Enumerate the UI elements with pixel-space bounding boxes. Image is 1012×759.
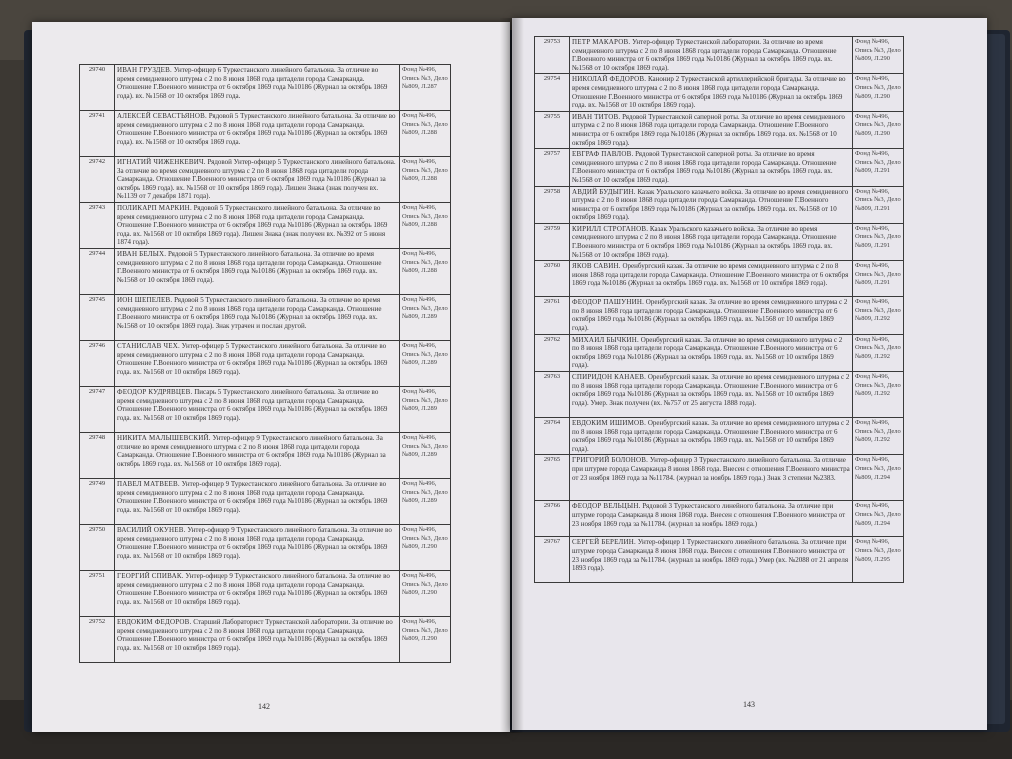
archive-reference: Фонд №496, Опись №3, Дело №809, Л.287 (400, 65, 451, 111)
record-number: 29745 (80, 295, 115, 341)
record-description (570, 372, 853, 418)
record-description (570, 418, 853, 455)
record-number: 29754 (535, 74, 570, 111)
person-name: ФЕОДОР КУДРЯВЦЕВ. (117, 388, 193, 396)
archive-reference: Фонд №496, Опись №3, Дело №809, Л.291 (853, 223, 904, 260)
record-number: 29749 (80, 479, 115, 525)
record-text: Оренбургский казак. За отличие во время семидневного штурма с 2 по 8 июня 1868 года цитадели города Самарканда. Отношение Г.Военного министра от 6 октября 1869 года №10186 (Журнал за октябрь 1869 года. вх. №1568 от 10 октября 1869 года). (572, 335, 843, 370)
record-number: 29751 (80, 571, 115, 617)
archive-reference: Фонд №496, Опись №3, Дело №809, Л.291 (853, 149, 904, 186)
archive-reference: Фонд №496, Опись №3, Дело №809, Л.292 (853, 334, 904, 371)
right-page (512, 18, 987, 730)
ledger-row (80, 617, 451, 663)
ledger-row (535, 334, 904, 371)
archive-reference: Фонд №496, Опись №3, Дело №809, Л.289 (400, 387, 451, 433)
record-description (570, 111, 853, 148)
ledger-row (535, 37, 904, 74)
record-description (115, 295, 400, 341)
record-description (570, 223, 853, 260)
record-description (570, 74, 853, 111)
left-ledger-table (79, 64, 451, 663)
person-name: ГЕОРГИЙ СПИВАК. (117, 572, 184, 580)
record-description (115, 387, 400, 433)
person-name: ИВАН БЕЛЫХ. (117, 250, 167, 258)
record-number: 29764 (535, 418, 570, 455)
record-text: Писарь 5 Туркестанского линейного батальона. За отличие во время семидневного штурма с 2 по 8 июня 1868 года цитадели города Самарканда. Отношение Г.Военного министра от 6 октября 1869 года №10186 (Журнал за октябрь 1869 года. вх. №1568 от 10 октября 1869 года). (117, 388, 388, 422)
archive-reference: Фонд №496, Опись №3, Дело №809, Л.295 (853, 537, 904, 583)
ledger-row (80, 387, 451, 433)
person-name: ИОН ШЕПЕЛЕВ. (117, 296, 173, 304)
ledger-row (535, 455, 904, 501)
archive-reference: Фонд №496, Опись №3, Дело №809, Л.290 (853, 37, 904, 74)
person-name: СПИРИДОН КАНАЕВ. (572, 373, 647, 381)
person-name: НИКИТА МАЛЫШЕВСКИЙ. (117, 434, 211, 442)
record-description (570, 334, 853, 371)
record-text: Казак Уральского казачьего войска. За отличие во время семидневного штурма с 2 по 8 июня 1868 года цитадели города Самарканда. Отношение Г.Военного министра от 6 октября 1869 года №10186 (Журнал за октябрь 1869 года. вх. №1568 от 10 октября 1869 года). (572, 224, 837, 259)
record-number: 29742 (80, 157, 115, 203)
person-name: НИКОЛАЙ ФЕДОРОВ. (572, 75, 647, 84)
record-number: 29743 (80, 203, 115, 249)
archive-reference: Фонд №496, Опись №3, Дело №809, Л.292 (853, 418, 904, 455)
ledger-row (535, 297, 904, 334)
person-name: ИВАН ГРУЗДЕВ. (117, 66, 172, 74)
person-name: МИХАИЛ БЫЧКИН. (572, 335, 639, 344)
record-description (570, 455, 853, 501)
left-page-number: 142 (258, 702, 270, 711)
ledger-row (535, 149, 904, 186)
record-text: Рядовой Туркестанской саперной роты. За отличие во время семидневного штурма с 2 по 8 июня 1868 года цитадели города Самарканда. Отношение Г.Военного министра от 6 октября 1869 года №10186 (Журнал за октябрь 1869 года. вх. №1568 от 10 октября 1869 года). (572, 112, 845, 147)
record-description (115, 479, 400, 525)
record-description (115, 203, 400, 249)
record-description (570, 37, 853, 74)
record-number: 29759 (535, 223, 570, 260)
record-description (115, 111, 400, 157)
archive-reference: Фонд №496, Опись №3, Дело №809, Л.290 (400, 525, 451, 571)
record-text: Унтер-офицер 9 Туркестанского линейного батальона. За отличие во время семидневного штурма с 2 по 8 июня 1868 года цитадели города Самарканда. Отношение Г.Военного министра от 6 октября 1869 года №10186 (Журнал за октябрь 1869 года. вх. №1568 от 10 октября 1869 года). (117, 526, 392, 560)
record-number: 29744 (80, 249, 115, 295)
ledger-row (80, 479, 451, 525)
ledger-row (80, 203, 451, 249)
person-name: ПАВЕЛ МАТВЕЕВ. (117, 480, 180, 488)
ledger-row (535, 537, 904, 583)
record-text: Оренбургский казак. За отличие во время семидневного штурма с 2 по 8 июня 1868 года цитадели города Самарканда. Отношение Г.Военного министра от 6 октября 1869 года №10186 (Журнал за октябрь 1869 года. вх. №1568 от 10 октября 1869 года). Умер. Знак получен (вх. №757 от 25 августа 1888 года). (572, 373, 850, 407)
record-number: 20760 (535, 261, 570, 297)
record-description (115, 617, 400, 663)
record-description (570, 537, 853, 583)
record-description (115, 525, 400, 571)
record-text: Рядовой 5 Туркестанского линейного батальона. За отличие во время семидневного штурма с 2 по 8 июня 1868 года цитадели города Самарканда. Отношение Г.Военного министра от 6 октября 1869 года №10186 (Журнал за октябрь 1869 года. вх. №1568 от 10 октября 1869 года). Лишен Знака (знак получен вх. №392 от 5 июня 1874 года). (117, 204, 388, 247)
record-number: 29741 (80, 111, 115, 157)
record-text: Казак Уральского казачьего войска. За отличие во время семидневного штурма с 2 по 8 июня 1868 года цитадели города Самарканда. Отношение Г.Военного министра от 6 октября 1869 года №10186 (Журнал за октябрь 1869 года. вх. №1568 от 10 октября 1869 года). (572, 187, 849, 222)
record-number: 29755 (535, 111, 570, 148)
record-number: 29762 (535, 334, 570, 371)
archive-reference: Фонд №496, Опись №3, Дело №809, Л.289 (400, 341, 451, 387)
archive-reference: Фонд №496, Опись №3, Дело №809, Л.288 (400, 249, 451, 295)
record-description (115, 65, 400, 111)
archive-reference: Фонд №496, Опись №3, Дело №809, Л.291 (853, 186, 904, 223)
ledger-row (535, 372, 904, 418)
archive-reference: Фонд №496, Опись №3, Дело №809, Л.290 (400, 617, 451, 663)
person-name: АЛЕКСЕЙ СЕВАСТЬЯНОВ. (117, 112, 207, 120)
record-text: Оренбургский казак. За отличие во время семидневного штурма с 2 по 8 июня 1868 года цитадели города Самарканда. Отношение Г.Военного министра от 6 октября 1869 года №10186 (Журнал за октябрь 1869 года. вх. №1568 от 10 октября 1869 года). (572, 298, 848, 333)
record-text: Рядовой 5 Туркестанского линейного батальона. За отличие во время семидневного штурма с 2 по 8 июня 1868 года цитадели города Самарканда. Отношение Г.Военного министра от 6 октября 1869 года №10186 (Журнал за октябрь 1869 года). вх. №1568 от 10 октября 1869 года. (117, 112, 396, 146)
ledger-row (80, 433, 451, 479)
record-number: 29766 (535, 501, 570, 537)
archive-reference: Фонд №496, Опись №3, Дело №809, Л.291 (853, 261, 904, 297)
person-name: ЯКОВ САВИН. (572, 262, 621, 271)
record-description (115, 249, 400, 295)
record-text: Рядовой Туркестанской саперной роты. За отличие во время семидневного штурма с 2 по 8 июня 1868 года цитадели города Самарканда. Отношение Г.Военного министра от 6 октября 1869 года №10186 (Журнал за октябрь 1869 года. вх. №1568 от 10 октября 1869 года). (572, 150, 837, 184)
person-name: ВАСИЛИЙ ОКУНЕВ. (117, 526, 186, 534)
record-number: 29752 (80, 617, 115, 663)
ledger-row (535, 111, 904, 148)
ledger-row (80, 111, 451, 157)
record-text: Унтер-офицер 9 Туркестанского линейного батальона. За отличие во время семидневного штурма с 2 по 8 июня 1868 года цитадели города Самарканда. Отношение Г.Военного министра от 6 октября 1869 года №10186 (Журнал за октябрь 1869 года. вх. №1568 от 10 октября 1869 года). (117, 434, 386, 468)
ledger-row (535, 418, 904, 455)
record-text: Унтер-офицер 5 Туркестанского линейного батальона. За отличие во время семидневного штурма с 2 по 8 июня 1868 года цитадели города Самарканда. Отношение Г.Военного министра от 6 октября 1869 года №10186 (Журнал за октябрь 1869 года. вх. №1568 от 10 октября 1869 года). (117, 342, 388, 376)
ledger-row (535, 501, 904, 537)
record-number: 29765 (535, 455, 570, 501)
archive-reference: Фонд №496, Опись №3, Дело №809, Л.292 (853, 297, 904, 334)
right-ledger-table (534, 36, 904, 583)
record-number: 29763 (535, 372, 570, 418)
right-ledger-rows (535, 37, 904, 583)
person-name: ЕВГРАФ ПАВЛОВ. (572, 150, 634, 159)
record-description (570, 261, 853, 297)
record-text: Унтер-офицер 6 Туркестанского линейного батальона. За отличие во время семидневного штурма с 2 по 8 июня 1868 года цитадели города Самарканда. Отношение Г.Военного министра от 6 октября 1869 года №10186 (Журнал за октябрь 1869 года). вх. №1568 от 10 октября 1869 года. (117, 66, 388, 100)
record-text: Рядовой 5 Туркестанского линейного батальона. За отличие во время семидневного штурма с 2 по 8 июня 1868 года цитадели города Самарканда. Отношение Г.Военного министра от 6 октября 1869 года №10186 (Журнал за октябрь 1869 года. вх. №1568 от 10 октября 1869 года). (117, 250, 382, 284)
archive-reference: Фонд №496, Опись №3, Дело №809, Л.288 (400, 157, 451, 203)
archive-reference: Фонд №496, Опись №3, Дело №809, Л.289 (400, 433, 451, 479)
archive-reference: Фонд №496, Опись №3, Дело №809, Л.292 (853, 372, 904, 418)
record-text: Унтер-офицер Туркестанской лаборатории. За отличие во время семидневного штурма с 2 по 8 июня 1868 года цитадели города Самарканда. Отношение Г.Военного министра от 6 октября 1869 года №10186 (Журнал за октябрь 1869 года. вх. №1568 от 10 октября 1869 года). (572, 38, 837, 72)
record-number: 29767 (535, 537, 570, 583)
record-text: Унтер-офицер 1 Туркестанского линейного батальона. За отличие при штурме города Самарканда 8 июня 1868 года. Внесен с отношения Г.Военного министра от 23 ноября 1869 года за №11784. (журнал за ноябрь 1869 года.) Умер (вх. №2088 от 21 апреля 1893 года). (572, 538, 849, 573)
record-description (570, 149, 853, 186)
archive-reference: Фонд №496, Опись №3, Дело №809, Л.290 (853, 74, 904, 111)
record-description (115, 571, 400, 617)
ledger-row (535, 186, 904, 223)
record-text: Унтер-офицер 9 Туркестанского линейного батальона. За отличие во время семидневного штурма с 2 по 8 июня 1868 года цитадели города Самарканда. Отношение Г.Военного министра от 6 октября 1869 года №10186 (Журнал за октябрь 1869 года. вх. №1568 от 10 октября 1869 года). (117, 572, 390, 606)
ledger-row (80, 157, 451, 203)
record-number: 29757 (535, 149, 570, 186)
person-name: ПОЛИКАРП МАРКИН. (117, 204, 192, 212)
ledger-row (535, 223, 904, 260)
left-ledger-rows (80, 65, 451, 663)
record-text: Рядовой 3 Туркестанского линейного батальона. За отличие при штурме города Самарканда 8 июня 1868 года. Внесен с отношения Г.Военного министра от 23 ноября 1869 года за №11784. (журнал за ноябрь 1869 года.) (572, 502, 846, 528)
right-page-number: 143 (743, 700, 755, 709)
ledger-row (535, 261, 904, 297)
person-name: ИВАН ТИТОВ. (572, 112, 621, 121)
record-text: Канонир 2 Туркестанской артиллерийской бригады. За отличие во время семидневного штурма с 2 по 8 июня 1868 года цитадели города Самарканда. Отношение Г.Военного министра от 6 октября 1869 года №10186 (Журнал за октябрь 1869 года. вх. №1568 от 10 октября 1869 года). (572, 75, 846, 110)
record-number: 29750 (80, 525, 115, 571)
record-number: 29747 (80, 387, 115, 433)
person-name: СТАНИСЛАВ ЧЕХ. (117, 342, 180, 350)
record-text: Оренбургский казак. За отличие во время семидневного штурма с 2 по 8 июня 1868 года цитадели города Самарканда. Отношение Г.Военного министра от 6 октября 1869 года №10186 (Журнал за октябрь 1869 года. вх. №1568 от 10 октября 1869 года). (572, 262, 849, 288)
record-description (570, 297, 853, 334)
record-number: 29748 (80, 433, 115, 479)
record-number: 29753 (535, 37, 570, 74)
record-number: 29746 (80, 341, 115, 387)
ledger-row (535, 74, 904, 111)
ledger-row (80, 571, 451, 617)
archive-reference: Фонд №496, Опись №3, Дело №809, Л.290 (853, 111, 904, 148)
person-name: ЕВДОКИМ ФЕДОРОВ. (117, 618, 192, 626)
ledger-row (80, 295, 451, 341)
left-page (32, 22, 510, 732)
archive-reference: Фонд №496, Опись №3, Дело №809, Л.288 (400, 203, 451, 249)
record-description (115, 341, 400, 387)
archive-reference: Фонд №496, Опись №3, Дело №809, Л.290 (400, 571, 451, 617)
person-name: ЕВДОКИМ ИШИМОВ. (572, 419, 647, 427)
person-name: ФЕОДОР ВЕЛЬЦЫН. (572, 502, 641, 511)
record-text: Рядовой 5 Туркестанского линейного батальона. За отличие во время семидневного штурма с 2 по 8 июня 1868 года цитадели города Самарканда. Отношение Г.Военного министра от 6 октября 1869 года №10186 (Журнал за октябрь 1869 года. вх. №1568 от 10 октября 1869 года). Знак утрачен и послан другой. (117, 296, 382, 330)
person-name: ИГНАТИЙ ЧИЖЕНКЕВИЧ. (117, 158, 206, 166)
record-text: Оренбургский казак. За отличие во время семидневного штурма с 2 по 8 июня 1868 года цитадели города Самарканда. Отношение Г.Военного министра от 6 октября 1869 года №10186 (Журнал за октябрь 1869 года. вх. №1568 от 10 октября 1869 года). (572, 419, 850, 453)
archive-reference: Фонд №496, Опись №3, Дело №809, Л.294 (853, 455, 904, 501)
record-description (570, 186, 853, 223)
ledger-row (80, 525, 451, 571)
record-description (115, 433, 400, 479)
person-name: СЕРГЕЙ БЕРЕЛИН. (572, 538, 636, 547)
ledger-row (80, 341, 451, 387)
person-name: АВДИЙ БУДЫГИН. (572, 187, 636, 196)
record-text: Рядовой Унтер-офицер 5 Туркестанского линейного батальона. За отличие во время семидневного штурма с 2 по 8 июня 1868 года цитадели города Самарканда. Отношение Г.Военного министра от 6 октября 1869 года №10186 (Журнал за октябрь 1869 года). вх. №1568 от 10 октября 1869 года). Лишен Знака (знак получен вх. №1139 от 7 декабря 1871 года). (117, 158, 396, 201)
archive-reference: Фонд №496, Опись №3, Дело №809, Л.289 (400, 295, 451, 341)
record-description (570, 501, 853, 537)
ledger-row (80, 249, 451, 295)
person-name: ФЕОДОР ПАШУНИН. (572, 298, 645, 307)
record-text: Унтер-офицер 3 Туркестанского линейного батальона. За отличие при штурме города Самарканда 8 июня 1868 года. Внесен с отношения Г.Военного министра от 23 ноября 1869 года за №11784. (журнал за ноябрь 1869 года.) Знак 3 степени №2383. (572, 456, 850, 482)
person-name: ПЕТР МАКАРОВ. (572, 38, 631, 46)
archive-reference: Фонд №496, Опись №3, Дело №809, Л.288 (400, 111, 451, 157)
archive-reference: Фонд №496, Опись №3, Дело №809, Л.294 (853, 501, 904, 537)
person-name: КИРИЛЛ СТРОГАНОВ. (572, 224, 649, 233)
record-text: Старший Лабораторист Туркестанской лаборатории. За отличие во время семидневного штурма с 2 по 8 июня 1868 года цитадели города Самарканда. Отношение Г.Военного министра от 6 октября 1869 года №10186 (Журнал за октябрь 1869 года. вх. №1568 от 10 октября 1869 года). (117, 618, 393, 652)
record-text: Унтер-офицер 9 Туркестанского линейного батальона. За отличие во время семидневного штурма с 2 по 8 июня 1868 года цитадели города Самарканда. Отношение Г.Военного министра от 6 октября 1869 года №10186 (Журнал за октябрь 1869 года. вх. №1568 от 10 октября 1869 года). (117, 480, 388, 514)
book-gutter (500, 18, 524, 733)
record-number: 29740 (80, 65, 115, 111)
archive-reference: Фонд №496, Опись №3, Дело №809, Л.289 (400, 479, 451, 525)
person-name: ГРИГОРИЙ БОЛОНОВ. (572, 456, 649, 465)
ledger-row (80, 65, 451, 111)
record-number: 29758 (535, 186, 570, 223)
record-description (115, 157, 400, 203)
record-number: 29761 (535, 297, 570, 334)
